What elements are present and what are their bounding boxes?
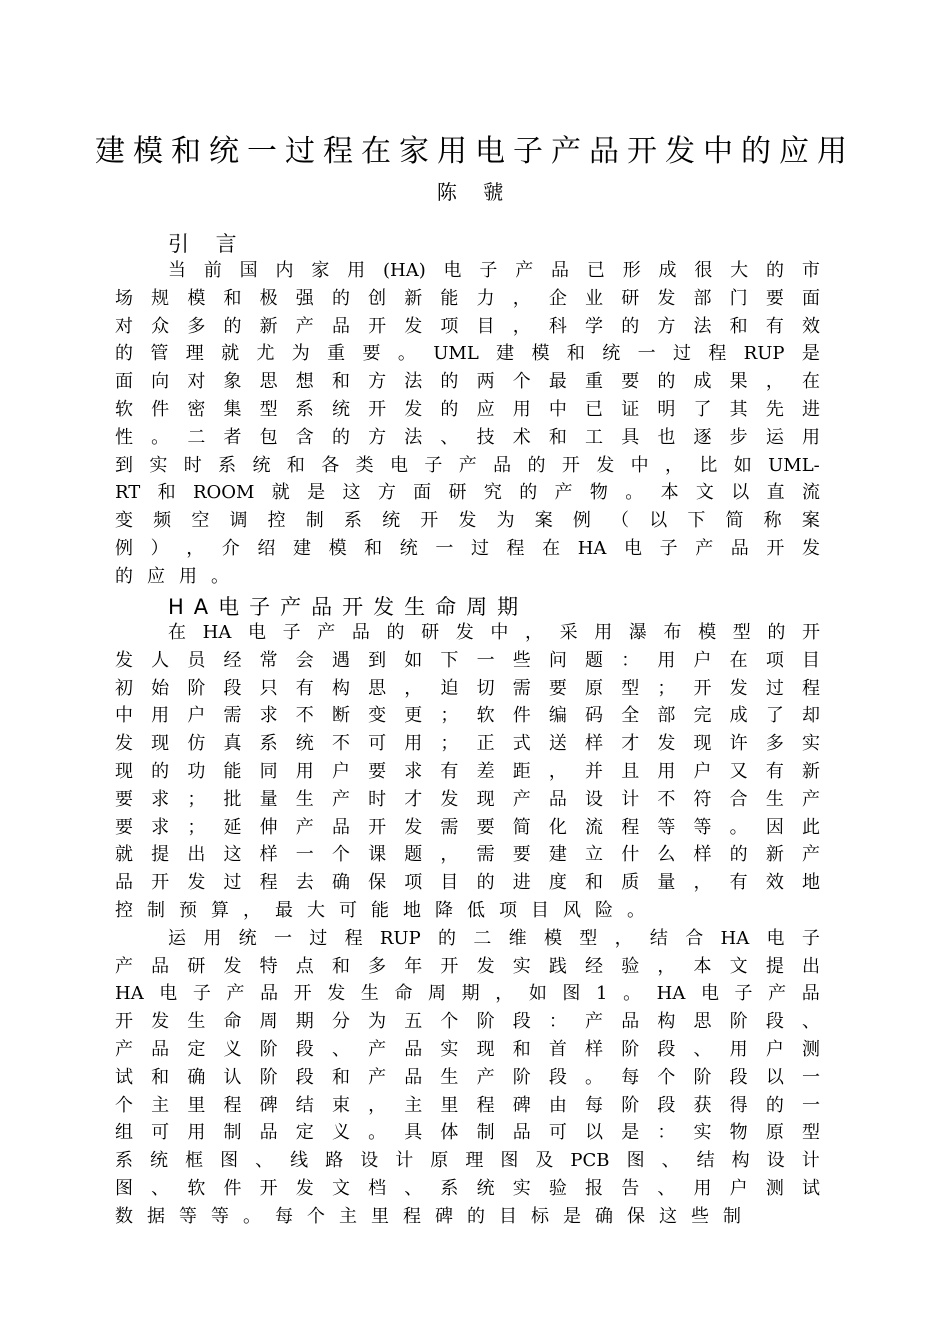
- text-line: 图 、 软 件 开 发 文 档 、 系 统 实 验 报 告 、 用 户 测 试: [115, 1178, 820, 1199]
- text-line: 软 件 密 集 型 系 统 开 发 的 应 用 中 已 证 明 了 其 先 进: [115, 399, 820, 420]
- text-line: 运 用 统 一 过 程 RUP 的 二 维 模 型 ， 结 合 HA 电 子: [168, 927, 820, 949]
- text-line: 在 HA 电 子 产 品 的 研 发 中 ， 采 用 瀑 布 模 型 的 开: [168, 622, 820, 643]
- text-line: 中 用 户 需 求 不 断 变 更 ； 软 件 编 码 全 部 完 成 了 却: [115, 705, 820, 727]
- text-line: 要 求 ； 批 量 生 产 时 才 发 现 产 品 设 计 不 符 合 生 产: [115, 788, 820, 810]
- text-line: 组 可 用 制 品 定 义 。 具 体 制 品 可 以 是 ： 实 物 原 型: [115, 1122, 820, 1144]
- text-line: 性 。 二 者 包 含 的 方 法 、 技 术 和 工 具 也 逐 步 运 用: [115, 426, 820, 448]
- text-line: 数据等等。每个主里程碑的目标是确保这些制: [115, 1205, 755, 1227]
- text-line: 面 向 对 象 思 想 和 方 法 的 两 个 最 重 要 的 成 果 ， 在: [115, 371, 820, 393]
- text-line: 个 主 里 程 碑 结 束 ， 主 里 程 碑 由 每 阶 段 获 得 的 一: [115, 1094, 820, 1116]
- text-line: 变 频 空 调 控 制 系 统 开 发 为 案 例 （ 以 下 简 称 案: [115, 510, 820, 532]
- text-line: HA 电 子 产 品 开 发 生 命 周 期 ， 如 图 1 。 HA 电 子 产 品: [115, 983, 820, 1005]
- section-heading-lifecycle: HA电子产品开发生命周期: [168, 595, 529, 619]
- text-line: 发 现 仿 真 系 统 不 可 用 ； 正 式 送 样 才 发 现 许 多 实: [115, 733, 820, 755]
- text-line: 当 前 国 内 家 用 (HA) 电 子 产 品 已 形 成 很 大 的 市: [168, 260, 820, 281]
- text-line: 例 ） ， 介 绍 建 模 和 统 一 过 程 在 HA 电 子 产 品 开 发: [115, 538, 820, 559]
- text-line: 对 众 多 的 新 产 品 开 发 项 目 ， 科 学 的 方 法 和 有 效: [115, 315, 820, 337]
- text-line: 初 始 阶 段 只 有 构 思 ， 迫 切 需 要 原 型 ； 开 发 过 程: [115, 677, 820, 699]
- text-line: 的 管 理 就 尤 为 重 要 。 UML 建 模 和 统 一 过 程 RUP 是: [115, 343, 820, 365]
- text-line: 试 和 确 认 阶 段 和 产 品 生 产 阶 段 。 每 个 阶 段 以 一: [115, 1066, 820, 1088]
- text-line: RT 和 ROOM 就 是 这 方 面 研 究 的 产 物 。 本 文 以 直 流: [115, 482, 820, 504]
- text-line: 产 品 研 发 特 点 和 多 年 开 发 实 践 经 验 ， 本 文 提 出: [115, 955, 820, 977]
- text-line: 就 提 出 这 样 一 个 课 题 ， 需 要 建 立 什 么 样 的 新 产: [115, 844, 820, 866]
- text-line: 到 实 时 系 统 和 各 类 电 子 产 品 的 开 发 中 ， 比 如 UML-: [115, 454, 820, 476]
- document-title: 建模和统一过程在家用电子产品开发中的应用: [95, 134, 855, 169]
- text-line: 现 的 功 能 同 用 户 要 求 有 差 距 ， 并 且 用 户 又 有 新: [115, 761, 820, 782]
- text-line: 发 人 员 经 常 会 遇 到 如 下 一 些 问 题 ： 用 户 在 项 目: [115, 649, 820, 671]
- text-line: 开 发 生 命 周 期 分 为 五 个 阶 段 ： 产 品 构 思 阶 段 、: [115, 1011, 820, 1033]
- section-heading-intro: 引 言: [168, 232, 247, 256]
- text-line: 控制预算，最大可能地降低项目风险。: [115, 900, 659, 921]
- text-line: 要 求 ； 延 伸 产 品 开 发 需 要 简 化 流 程 等 等 。 因 此: [115, 816, 820, 838]
- document-author: 陈 虢: [436, 180, 514, 204]
- text-line: 系 统 框 图 、 线 路 设 计 原 理 图 及 PCB 图 、 结 构 设 计: [115, 1150, 820, 1172]
- text-line: 场 规 模 和 极 强 的 创 新 能 力 ， 企 业 研 发 部 门 要 面: [115, 287, 820, 309]
- text-line: 的应用。: [115, 565, 243, 587]
- text-line: 品 开 发 过 程 去 确 保 项 目 的 进 度 和 质 量 ， 有 效 地: [115, 872, 820, 894]
- text-line: 产 品 定 义 阶 段 、 产 品 实 现 和 首 样 阶 段 、 用 户 测: [115, 1039, 820, 1060]
